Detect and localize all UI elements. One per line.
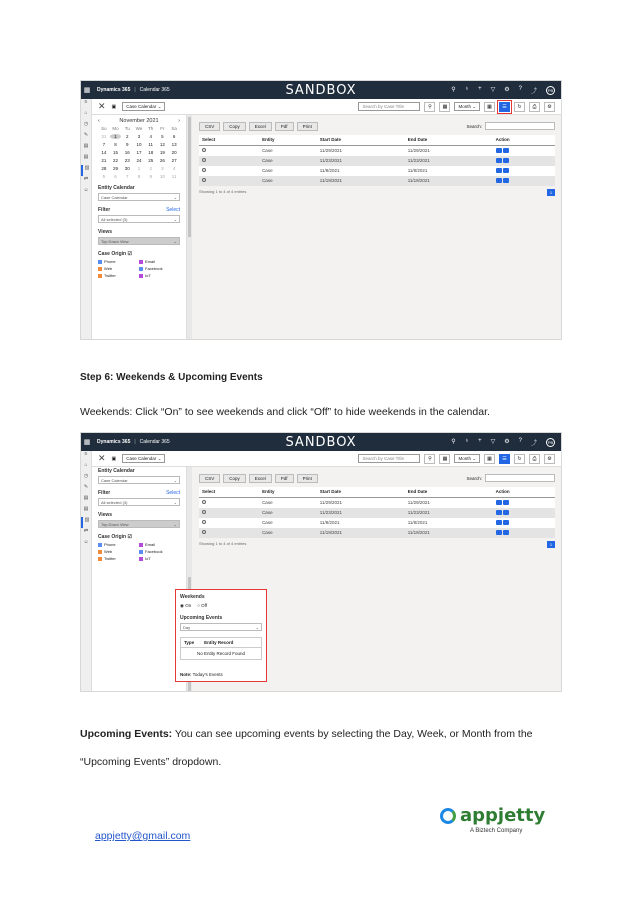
weekday-header: We [135, 126, 143, 131]
weekday-header: Tu [124, 126, 130, 131]
copy-button[interactable]: Copy [223, 122, 246, 131]
refresh-icon[interactable]: ↻ [514, 454, 525, 464]
col-select[interactable]: Select [199, 487, 259, 497]
weekends-instruction: Weekends: Click “On” to see weekends and click “Off” to hide weekends in the calendar. [80, 406, 490, 418]
calendar-day[interactable]: 18 [148, 150, 154, 155]
print-icon[interactable]: ⎙ [529, 454, 540, 464]
edit-icon[interactable] [496, 520, 502, 525]
page-button[interactable]: 1 [547, 189, 555, 196]
table-cell: 11/8/2021 [319, 520, 340, 525]
chevron-down-icon: ⌄ [173, 238, 177, 244]
share-icon[interactable]: ⇄ [83, 528, 89, 534]
page-button[interactable]: 1 [547, 541, 555, 548]
empty-state: No Entity Record Found [196, 651, 246, 656]
table-cell: Case [259, 508, 317, 518]
calendar-select[interactable]: Case Calendar ⌄ [122, 454, 165, 463]
avatar[interactable]: PB [547, 439, 554, 445]
search-input[interactable]: Search by Case Title [358, 454, 420, 463]
calendar-day[interactable]: 1 [110, 134, 122, 139]
filter-select-link[interactable]: Select [166, 490, 180, 496]
search-icon[interactable]: ⚲ [451, 86, 456, 93]
row-radio[interactable] [202, 530, 206, 534]
nav-rail [81, 451, 92, 691]
table-cell: 11/29/2021 [407, 148, 430, 153]
table-row[interactable] [199, 176, 555, 186]
origin-twitter[interactable]: Twitter [98, 273, 139, 278]
save-icon[interactable]: ▣ [111, 455, 117, 462]
top-nav-bar: ▦ Dynamics 365 | Calendar 365 SANDBOX ⚲ ♁ + ▽ ⚙ ? ⤴ PB [81, 433, 561, 451]
table-cell: 11/19/2021 [405, 176, 493, 186]
share-icon[interactable]: ⇄ [83, 176, 89, 182]
table-cell: 11/19/2021 [317, 528, 405, 538]
settings-icon[interactable]: ⚙ [544, 102, 555, 112]
table-cell: Case [259, 156, 317, 166]
origin-iot[interactable]: IoT [139, 556, 180, 561]
search-icon[interactable]: ⚲ [424, 102, 435, 112]
menu-icon[interactable]: ≡ [84, 99, 88, 105]
table-cell: 11/8/2021 [407, 168, 428, 173]
grid-search-input[interactable] [485, 122, 555, 130]
calendar-icon[interactable]: ▤ [83, 143, 89, 149]
calendar-day[interactable]: 24 [136, 158, 142, 163]
calendar-active-icon[interactable]: ▥ [81, 517, 91, 528]
upcoming-events-instruction: Upcoming Events: You can see upcoming events by selecting the Day, Week, or Month from the “Upcoming Events” dropdown. [80, 728, 533, 768]
view-icon[interactable] [503, 158, 509, 163]
calendar-day[interactable]: 7 [126, 174, 129, 179]
edit-icon[interactable] [496, 148, 502, 153]
calendar-day[interactable]: 7 [102, 142, 106, 147]
origin-web[interactable]: Web [98, 549, 139, 554]
table-cell: Case [259, 528, 317, 538]
logo-tagline: A Biztech Company [470, 828, 523, 834]
calendar-day[interactable]: 2 [126, 134, 129, 139]
calendar-day[interactable]: 11 [148, 142, 154, 147]
row-radio[interactable] [202, 168, 206, 172]
col-entity[interactable]: Entity [259, 487, 317, 497]
close-icon[interactable]: ✕ [98, 453, 106, 463]
origin-phone[interactable]: Phone [98, 259, 139, 264]
edit-icon[interactable] [496, 530, 502, 535]
calendar-day[interactable]: 2 [149, 166, 152, 171]
case-origin-options [98, 542, 180, 561]
list-view-icon[interactable]: ☰ [499, 454, 510, 464]
calendar-day[interactable]: 21 [101, 158, 107, 163]
upcoming-events-table [180, 637, 262, 660]
table-cell: 11/8/2021 [319, 168, 340, 173]
chevron-down-icon: ⌄ [173, 194, 177, 200]
print-button[interactable]: Print [297, 474, 318, 483]
brand-name[interactable]: Dynamics 365 [97, 439, 131, 445]
calendar-day[interactable]: 19 [159, 150, 165, 155]
calendar-day[interactable]: 11 [171, 174, 177, 179]
calendar-select[interactable]: Case Calendar ⌄ [122, 102, 165, 111]
chevron-down-icon: ⌄ [173, 499, 177, 505]
calendar-day[interactable]: 12 [159, 142, 165, 147]
origin-facebook[interactable]: Facebook [139, 266, 180, 271]
events-table [199, 487, 555, 538]
origin-email[interactable]: Email [139, 259, 180, 264]
table-row[interactable] [199, 497, 555, 508]
views-label: Views [98, 512, 113, 518]
calendar-day[interactable]: 31 [101, 134, 107, 139]
menu-icon[interactable]: ≡ [84, 451, 88, 457]
filter-icon[interactable]: ▽ [490, 438, 496, 445]
views-select[interactable]: Top Down View ⌄ [98, 237, 180, 245]
col-select[interactable]: Select [199, 135, 259, 145]
view-icon[interactable] [503, 510, 509, 515]
table-cell: Case [262, 520, 273, 525]
assist-icon[interactable]: ⤴ [530, 88, 537, 95]
entity-calendar-select[interactable]: Case Calendar ⌄ [98, 193, 180, 201]
col-entity[interactable]: Entity [259, 135, 317, 145]
table-row[interactable] [199, 518, 555, 528]
home-icon[interactable]: ⌂ [84, 110, 88, 116]
appjetty-logo: appjetty A Biztech Company [440, 805, 545, 834]
chevron-right-icon[interactable]: › [178, 118, 180, 124]
calendar-day[interactable]: 3 [137, 134, 141, 139]
filter-select[interactable]: All selected (3) ⌄ [98, 215, 180, 223]
grid-search-input[interactable] [485, 474, 555, 482]
upcoming-events-label: Upcoming Events [180, 615, 223, 621]
view-icon[interactable] [503, 178, 509, 183]
csv-button[interactable]: CSV [199, 474, 220, 483]
calendar-day[interactable]: 26 [159, 158, 165, 163]
table-cell: 11/19/2021 [405, 528, 493, 538]
search-icon[interactable]: ⚲ [424, 454, 435, 464]
row-radio[interactable] [202, 500, 206, 504]
save-icon[interactable]: ▣ [111, 103, 117, 110]
upcoming-events-select[interactable]: Day ⌄ [180, 623, 262, 631]
calendar-day[interactable]: 29 [113, 166, 119, 171]
edit-icon[interactable] [496, 178, 502, 183]
weekday-header: Fr [160, 126, 165, 131]
case-origin-options [98, 259, 180, 278]
command-bar [92, 99, 561, 115]
col-start-date[interactable]: Start Date [317, 487, 405, 497]
avatar[interactable]: PB [547, 87, 554, 93]
calendar-icon[interactable]: ▤ [83, 495, 89, 501]
view-icon[interactable] [503, 530, 509, 535]
excel-button[interactable]: Excel [249, 474, 272, 483]
step-heading: Step 6: Weekends & Upcoming Events [80, 372, 263, 383]
chevron-down-icon: ⌄ [173, 216, 177, 222]
calendar-day[interactable]: 30 [124, 166, 130, 171]
filter-select[interactable]: All selected (3) ⌄ [98, 498, 180, 506]
lightbulb-icon[interactable]: ♁ [464, 85, 470, 92]
case-origin-label: Case Origin [98, 534, 127, 540]
edit-icon[interactable] [496, 158, 502, 163]
environment-label: SANDBOX [285, 82, 357, 98]
print-button[interactable]: Print [297, 122, 318, 131]
entity-calendar-label: Entity Calendar [98, 468, 135, 474]
module-name[interactable]: Calendar 365 [139, 87, 170, 93]
table-cell: 11/23/2021 [317, 156, 405, 166]
command-bar [92, 451, 561, 467]
appjetty-logo-icon [440, 808, 456, 824]
environment-label: SANDBOX [285, 434, 357, 450]
views-label: Views [98, 229, 113, 235]
col-start-date[interactable]: Start Date [317, 135, 405, 145]
calendar-day[interactable]: 1 [137, 166, 141, 171]
weekends-label: Weekends [180, 594, 205, 600]
weekends-upcoming-panel [175, 589, 267, 682]
screenshot-weekends-panel [80, 432, 562, 692]
calendar-day[interactable]: 4 [149, 134, 152, 139]
table-cell: 11/29/2021 [319, 148, 342, 153]
settings-icon[interactable]: ⚙ [544, 454, 555, 464]
calendar-day[interactable]: 22 [113, 158, 119, 163]
email-link[interactable]: appjetty@gmail.com [95, 830, 191, 842]
recent-icon[interactable]: ◷ [83, 121, 89, 127]
filter-label: Filter [98, 490, 111, 496]
entries-info: Showing 1 to 4 of 4 entries [199, 540, 247, 546]
table-cell: 11/8/2021 [407, 520, 428, 525]
list-view-icon[interactable]: ☰ [499, 102, 510, 112]
recent-icon[interactable]: ◷ [83, 473, 89, 479]
panel-scrollbar[interactable] [187, 115, 192, 339]
col-end-date[interactable]: End Date [405, 135, 493, 145]
assist-icon[interactable]: ⤴ [530, 440, 537, 447]
view-select[interactable]: Month ⌄ [454, 102, 480, 111]
pdf-button[interactable]: Pdf [275, 122, 294, 131]
edit-icon[interactable] [496, 168, 502, 173]
plus-icon[interactable]: + [478, 437, 482, 444]
origin-email[interactable]: Email [139, 542, 180, 547]
note-label: Note: [180, 672, 192, 677]
table-cell: Case [262, 168, 273, 173]
left-panel [92, 467, 187, 691]
module-name[interactable]: Calendar 365 [139, 439, 170, 445]
close-icon[interactable]: ✕ [98, 101, 106, 111]
weekday-header: Th [148, 126, 154, 131]
excel-button[interactable]: Excel [249, 122, 272, 131]
origin-twitter[interactable]: Twitter [98, 556, 139, 561]
print-icon[interactable]: ⎙ [529, 102, 540, 112]
pdf-button[interactable]: Pdf [275, 474, 294, 483]
table-row[interactable] [199, 528, 555, 538]
table-cell: Case [262, 500, 273, 505]
views-select[interactable]: Top Down View ⌄ [98, 520, 180, 528]
calendar-day[interactable]: 3 [161, 166, 164, 171]
left-panel [92, 115, 187, 339]
mini-calendar [98, 126, 180, 179]
copy-button[interactable]: Copy [223, 474, 246, 483]
csv-button[interactable]: CSV [199, 122, 220, 131]
row-radio[interactable] [202, 520, 206, 524]
table-cell: Case [262, 148, 273, 153]
view-icon[interactable] [503, 500, 509, 505]
gear-icon[interactable]: ⚙ [504, 438, 510, 445]
grid-search-label: Search: [466, 123, 482, 129]
calendar-day[interactable]: 16 [124, 150, 130, 155]
col-action[interactable]: Action [493, 135, 555, 145]
filter-select-link[interactable]: Select [166, 207, 180, 213]
help-icon[interactable]: ? [518, 85, 522, 92]
weekday-header: Mo [112, 126, 119, 131]
calendar-day[interactable]: 9 [149, 174, 152, 179]
calendar-day[interactable]: 25 [148, 158, 154, 163]
entity-calendar-select[interactable]: Case Calendar ⌄ [98, 476, 180, 484]
calendar-day[interactable]: 10 [159, 174, 165, 179]
table-cell: 11/23/2021 [405, 156, 493, 166]
checkbox-checked-icon[interactable]: ☑ [127, 534, 132, 540]
user-icon[interactable]: ☺ [83, 187, 89, 193]
origin-iot[interactable]: IoT [139, 273, 180, 278]
calendar-day[interactable]: 10 [136, 142, 142, 147]
col-action[interactable]: Action [493, 487, 555, 497]
entity-calendar-label: Entity Calendar [98, 185, 135, 191]
row-radio[interactable] [202, 178, 206, 182]
edit-icon[interactable] [496, 500, 502, 505]
user-icon[interactable]: ☺ [83, 539, 89, 545]
table-cell: 11/29/2021 [407, 500, 430, 505]
row-radio[interactable] [202, 148, 206, 152]
col-entity-record[interactable]: Entity Record [204, 640, 234, 645]
table-row[interactable] [199, 508, 555, 518]
col-end-date[interactable]: End Date [405, 487, 493, 497]
calendar-day[interactable]: 13 [171, 142, 177, 147]
app-launcher-icon[interactable]: ▦ [83, 87, 91, 94]
plus-icon[interactable]: + [478, 85, 482, 92]
chevron-left-icon[interactable]: ‹ [98, 118, 100, 124]
table-cell: 11/29/2021 [319, 500, 342, 505]
events-table [199, 135, 555, 186]
checkbox-checked-icon[interactable]: ☑ [127, 251, 132, 257]
calendar-active-icon[interactable]: ▥ [81, 165, 91, 176]
refresh-icon[interactable]: ↻ [514, 102, 525, 112]
pin-icon[interactable]: ✎ [83, 132, 89, 138]
grid-search-label: Search: [466, 475, 482, 481]
calendar-day[interactable]: 9 [126, 142, 129, 147]
calendar-day[interactable]: 5 [102, 174, 106, 179]
calendar-day[interactable]: 5 [161, 134, 164, 139]
table-cell: 11/23/2021 [317, 508, 405, 518]
app-launcher-icon[interactable]: ▦ [83, 439, 91, 446]
calendar-icon[interactable]: ▤ [83, 154, 89, 160]
table-row[interactable] [199, 166, 555, 176]
brand-name[interactable]: Dynamics 365 [97, 87, 131, 93]
view-icon[interactable] [503, 148, 509, 153]
calendar-day[interactable]: 28 [101, 166, 107, 171]
top-nav-bar: ▦ Dynamics 365 | Calendar 365 SANDBOX ⚲ ♁ + ▽ ⚙ ? ⤴ PB [81, 81, 561, 99]
gear-icon[interactable]: ⚙ [504, 86, 510, 93]
origin-web[interactable]: Web [98, 266, 139, 271]
view-icon[interactable] [503, 520, 509, 525]
home-icon[interactable]: ⌂ [84, 462, 88, 468]
calendar-day[interactable]: 20 [171, 150, 177, 155]
date-picker-icon[interactable]: ▦ [439, 102, 450, 112]
search-input[interactable]: Search by Case Title [358, 102, 420, 111]
chevron-down-icon: ⌄ [255, 624, 259, 630]
filter-icon[interactable]: ▽ [490, 86, 496, 93]
calendar-day[interactable]: 8 [114, 142, 117, 147]
view-icon[interactable] [503, 168, 509, 173]
weekday-header: Su [101, 126, 107, 131]
calendar-day[interactable]: 4 [172, 166, 176, 171]
search-icon[interactable]: ⚲ [451, 438, 456, 445]
calendar-day[interactable]: 14 [101, 150, 107, 155]
origin-facebook[interactable]: Facebook [139, 549, 180, 554]
screenshot-calendar-month [80, 80, 562, 340]
pin-icon[interactable]: ✎ [83, 484, 89, 490]
help-icon[interactable]: ? [518, 437, 522, 444]
grid-view-icon[interactable]: ▦ [484, 454, 495, 464]
origin-phone[interactable]: Phone [98, 542, 139, 547]
table-cell: 11/23/2021 [405, 508, 493, 518]
mini-calendar-month: November 2021 [119, 118, 159, 124]
edit-icon[interactable] [496, 510, 502, 515]
table-row[interactable] [199, 156, 555, 166]
entries-info: Showing 1 to 4 of 4 entries [199, 188, 247, 194]
table-cell: 11/19/2021 [317, 176, 405, 186]
table-cell: Case [259, 176, 317, 186]
chevron-down-icon: ⌄ [173, 477, 177, 483]
weekends-on-radio[interactable]: ◉ On [180, 603, 192, 608]
calendar-icon[interactable]: ▤ [83, 506, 89, 512]
note-text: Today's Events [192, 672, 223, 677]
col-type[interactable]: Type [184, 640, 195, 645]
weekends-off-radio[interactable]: ○ Off [197, 603, 208, 608]
row-radio[interactable] [202, 510, 206, 514]
calendar-day[interactable]: 8 [137, 174, 141, 179]
events-grid-area [199, 473, 555, 548]
grid-view-icon[interactable]: ▦ [484, 102, 495, 112]
view-select[interactable]: Month ⌄ [454, 454, 480, 463]
weekday-header: Sa [171, 126, 177, 131]
calendar-day[interactable]: 23 [124, 158, 130, 163]
date-picker-icon[interactable]: ▦ [439, 454, 450, 464]
table-row[interactable] [199, 145, 555, 156]
events-grid-area [199, 121, 555, 196]
lightbulb-icon[interactable]: ♁ [464, 437, 470, 444]
calendar-day[interactable]: 15 [113, 150, 119, 155]
case-origin-label: Case Origin [98, 251, 127, 257]
calendar-day[interactable]: 17 [136, 150, 142, 155]
calendar-day[interactable]: 6 [172, 134, 176, 139]
calendar-day[interactable]: 27 [171, 158, 177, 163]
row-radio[interactable] [202, 158, 206, 162]
nav-rail [81, 99, 92, 339]
calendar-day[interactable]: 6 [114, 174, 117, 179]
chevron-down-icon: ⌄ [173, 521, 177, 527]
filter-label: Filter [98, 207, 111, 213]
